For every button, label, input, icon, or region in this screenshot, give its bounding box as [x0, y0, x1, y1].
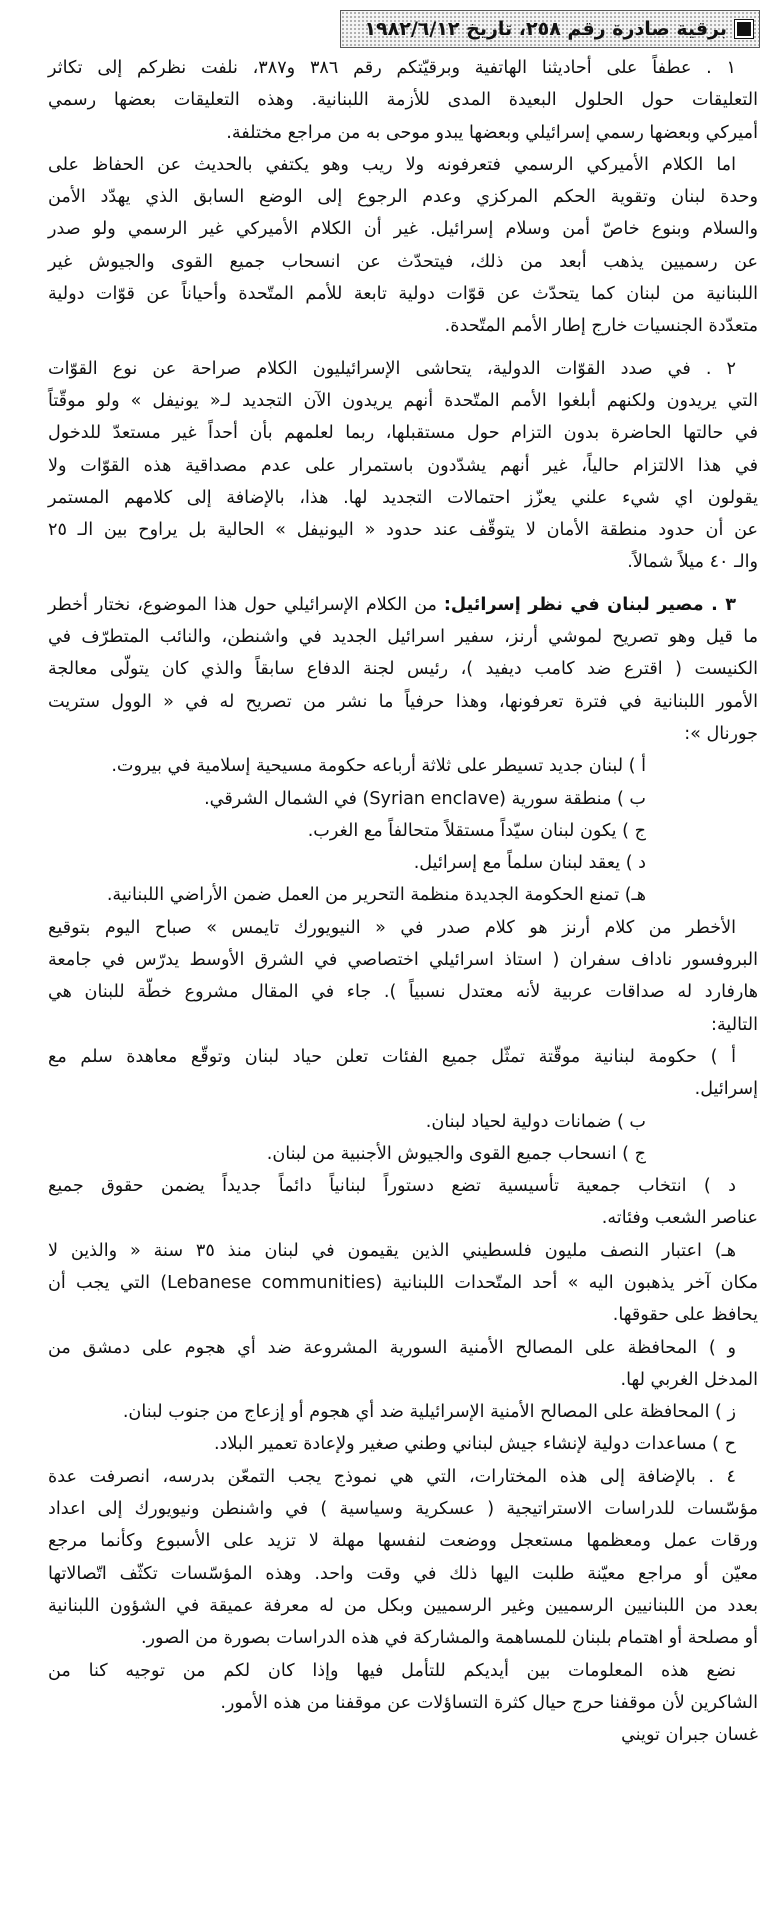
text-line: إسرائيل.	[694, 1079, 758, 1100]
section-heading: ٣ . مصير لبنان في نظر إسرائيل:	[443, 594, 736, 615]
paragraph	[48, 815, 758, 847]
text-line: مؤسّسات للدراسات الاستراتيجية ( عسكرية وسياسية ) في واشنطن ونيويورك إلى اعداد	[48, 1499, 758, 1520]
paragraph	[48, 1428, 758, 1460]
text-line: ز ) المحافظة على المصالح الأمنية الإسرائيلية ضد أي هجوم أو إزعاج من جنوب لبنان.	[122, 1402, 736, 1423]
text-line: يحافظ على حقوقها.	[612, 1305, 758, 1326]
document-header	[340, 10, 760, 48]
paragraph	[48, 1041, 758, 1106]
paragraph	[48, 1655, 758, 1720]
text-line: التالية:	[711, 1014, 758, 1035]
paragraph	[48, 1396, 758, 1428]
text-line: ورقات عمل ومعظمها مستعجل ووضعت لنفسها مهلة لا تزيد على الأسبوع وكأنما مرجع	[48, 1531, 758, 1552]
text-line: في هذا الالتزام حالياً، غير أنهم يشدّدون باستمرار على عدم مصداقية هذه القوّات ولا	[48, 455, 758, 476]
text-line: مكان آخر يذهبون اليه » أحد المتّحدات اللبنانية (Lebanese communities) التي يجب أن	[48, 1272, 759, 1293]
text-line: د ) انتخاب جمعية تأسيسية تضع دستوراً لبنانياً دائماً جديداً يضمن حقوق جميع	[48, 1176, 736, 1197]
text-line: ب ) ضمانات دولية لحياد لبنان.	[425, 1111, 646, 1132]
paragraph	[48, 1332, 758, 1397]
text-line: والسلام وبنوع خاصّ أمن وسلام إسرائيل. غير أن الكلام الأميركي غير الرسمي ولو صدر	[48, 219, 758, 240]
text-line: أ ) حكومة لبنانية موقّتة تمثّل جميع الفئات تعلن حياد لبنان وتوقّع معاهدة سلم مع	[48, 1046, 736, 1067]
text-line: هـ) تمنع الحكومة الجديدة منظمة التحرير من العمل ضمن الأراضي اللبنانية.	[106, 885, 646, 906]
text-line: أ ) لبنان جديد تسيطر على ثلاثة أرباعه حكومة مسيحية إسلامية في بيروت.	[111, 756, 646, 777]
text-line: ج ) يكون لبنان سيّداً مستقلاً متحالفاً مع الغرب.	[307, 820, 646, 841]
signature	[48, 1719, 758, 1751]
text-line: ج ) انسحاب جميع القوى والجيوش الأجنبية من لبنان.	[266, 1143, 646, 1164]
text-line: الأخطر من كلام أرنز هو كلام صدر في « النيويورك تايمس » صباح اليوم بتوقيع	[48, 917, 736, 938]
text-line: نضع هذه المعلومات بين أيديكم للتأمل فيها وإذا كان لكم من توجيه كنا من	[48, 1660, 736, 1681]
text-line: ٢ . في صدد القوّات الدولية، يتحاشى الإسرائيليون الكلام صراحة عن نوع القوّات	[48, 358, 736, 379]
document-body	[48, 52, 758, 1751]
text-line	[48, 589, 758, 621]
text-line: ٤ . بالإضافة إلى هذه المختارات، التي هي نموذج يجب التمعّن بدرسه، انصرفت عدة	[48, 1466, 736, 1487]
text-line: بعدد من اللبنانيين الرسميين وغير الرسميين وبكل من له معرفة عميقة في الشؤون اللبنانية	[48, 1595, 758, 1616]
text-line: معيّن أو مراجع معيّنة طلبت اليها ذلك في وقت واحد. وهذه المؤسّسات تكثّف اتّصالاتها	[48, 1563, 758, 1584]
paragraph	[48, 1170, 758, 1235]
text-line: ب ) منطقة سورية (Syrian enclave) في الشمال الشرقي.	[204, 788, 646, 809]
text-line: التي يريدون ولكنهم أبلغوا الأمم المتّحدة أنهم يريدون الآن التجديد لـ« يونيفل » ولو موقّتاً	[48, 390, 758, 411]
paragraph	[48, 1138, 758, 1170]
text-line: البروفسور ناداف سفران ( استاذ اسرائيلي اختصاصي في الشرق الأوسط يدرّس في جامعة	[48, 950, 758, 971]
document-title: برقية صادرة رقم ٢٥٨، تاريخ ١٩٨٢/٦/١٢	[364, 18, 727, 40]
paragraph	[48, 589, 758, 750]
paragraph	[48, 353, 758, 579]
paragraph	[48, 879, 758, 911]
text-line: عن أن حدود منطقة الأمان لا يتوقّف عند حدود « اليونيفل » الحالية بل يراوح بين الـ ٢٥	[48, 520, 758, 541]
paragraph	[48, 912, 758, 1041]
paragraph	[48, 1106, 758, 1138]
text-line: اما الكلام الأميركي الرسمي فتعرفونه ولا ريب وهو يكتفي بالحديث عن الحفاظ على	[48, 154, 736, 175]
text-line: متعدّدة الجنسيات خارج إطار الأمم المتّحدة.	[444, 316, 758, 337]
text-line: ح ) مساعدات دولية لإنشاء جيش لبناني وطني صغير ولإعادة تعمير البلاد.	[213, 1434, 736, 1455]
text-line: و ) المحافظة على المصالح الأمنية السورية المشروعة ضد أي هجوم على دمشق من	[48, 1337, 736, 1358]
text-line: التعليقات حول الحلول البعيدة المدى للأزمة اللبنانية. وهذه التعليقات بعضها رسمي	[48, 90, 758, 111]
text-line: اللبنانية من لبنان كما يتحدّث عن قوّات دولية تابعة للأمم المتّحدة وأحياناً عن قوّات دولية	[48, 284, 758, 305]
text-line: ما قيل وهو تصريح لموشي أرنز، سفير اسرائيل الجديد في واشنطن، والنائب المتطرّف في	[48, 627, 758, 648]
black-square-icon	[735, 20, 753, 38]
text-line: عناصر الشعب وفئاته.	[601, 1208, 758, 1229]
text-span: من الكلام الإسرائيلي حول هذا الموضوع، نختار أخطر	[48, 594, 444, 615]
text-line: الكنيست ( اقترع ضد كامب ديفيد )، رئيس لجنة الدفاع سابقاً والذي كان يتولّى معالجة	[48, 659, 758, 680]
text-line: والـ ٤٠ ميلاً شمالاً.	[627, 552, 758, 573]
signature-name: غسان جبران تويني	[621, 1725, 758, 1746]
text-line: المدخل الغربي لها.	[620, 1369, 758, 1390]
paragraph	[48, 1235, 758, 1332]
text-line: ١ . عطفاً على أحاديثنا الهاتفية وبرقيّتكم رقم ٣٨٦ و٣٨٧، نلفت نظركم إلى تكاثر	[48, 58, 736, 78]
paragraph	[48, 783, 758, 815]
text-line: في حالتها الحاضرة بدون التزام حول مستقبلها، ربما لعلمهم بأن أحداً غير مستعدّ للدخول	[48, 423, 758, 444]
paragraph	[48, 750, 758, 782]
text-line: الشاكرين لأن موقفنا حرج حيال كثرة التساؤلات عن موقفنا من هذه الأمور.	[220, 1692, 758, 1713]
paragraph	[48, 52, 758, 149]
text-line: هـ) اعتبار النصف مليون فلسطيني الذين يقيمون في لبنان منذ ٣٥ سنة « والذين لا	[48, 1240, 737, 1261]
text-line: د ) يعقد لبنان سلماً مع إسرائيل.	[413, 853, 646, 874]
text-line: جورنال »:	[684, 723, 758, 744]
paragraph	[48, 847, 758, 879]
text-line: الأمور اللبنانية في فترة تعرفونها، وهذا حرفياً ما نشر من تصريح له في « الوول ستريت	[48, 691, 758, 712]
text-line: عن رسميين يذهب أبعد من ذلك، فيتحدّث عن انسحاب جميع القوى والجيوش غير	[48, 251, 758, 272]
text-line: أميركي وبعضها رسمي إسرائيلي وبعضها يبدو موحى به من مراجع مختلفة.	[226, 122, 758, 143]
paragraph	[48, 1461, 758, 1655]
text-line: أو مصلحة أو اهتمام بلبنان للمساهمة والمشاركة في هذه الدراسات بصورة من الصور.	[140, 1628, 758, 1649]
text-line: هارفارد له صداقات عربية لأنه معتدل نسبياً ). جاء في المقال مشروع خطّة للبنان هي	[48, 982, 758, 1003]
paragraph	[48, 149, 758, 343]
text-line: وحدة لبنان وتقوية الحكم المركزي وعدم الرجوع إلى الوضع السابق الذي يهدّد الأمن	[48, 187, 758, 208]
text-line: يقولون اي شيء علني يعزّز احتمالات التجديد لها. هذا، بالإضافة إلى كلامهم المستمر	[48, 487, 758, 508]
